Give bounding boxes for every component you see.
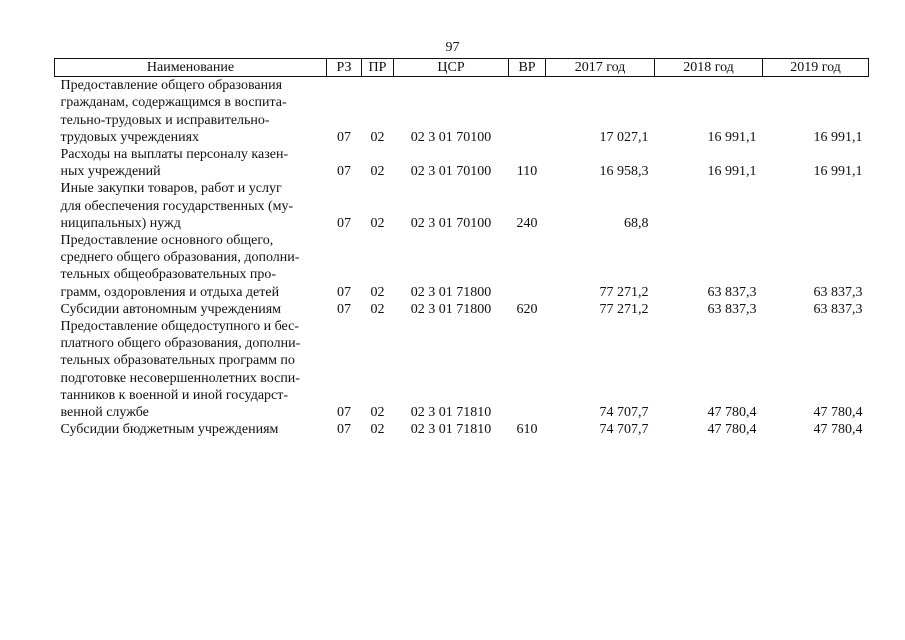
- cell-2019: 63 837,3: [813, 284, 863, 300]
- cell-name: Предоставление основного общего, среднего общего образования, дополни- тельных общеобразовательных про- грамм, оздоровления и отдыха детей: [60, 233, 300, 300]
- header-2019: 2019 год: [763, 59, 869, 77]
- cell-csr: 02 3 01 70100: [410, 215, 492, 231]
- cell-2018: 47 780,4: [707, 422, 757, 438]
- header-vr: ВР: [509, 59, 546, 77]
- cell-2018: [655, 180, 763, 232]
- table-row: [55, 232, 869, 301]
- cell-2018: 16 991,1: [707, 129, 757, 145]
- cell-name: Иные закупки товаров, работ и услуг для обеспечения государственных (му- ниципальных) нужд: [60, 181, 294, 231]
- header-rz: РЗ: [327, 59, 362, 77]
- cell-pr: 02: [370, 215, 385, 231]
- cell-rz: 07: [337, 129, 351, 145]
- cell-name: Предоставление общедоступного и бес- платного общего образования, дополни- тельных образовательных программ по подготовке несовершеннолетних воспи- танников к военной и иной государст- венной службе: [60, 319, 301, 421]
- table-row: [55, 318, 869, 421]
- cell-pr: 02: [370, 301, 385, 317]
- cell-2019: 16 991,1: [813, 164, 863, 180]
- cell-pr: 02: [370, 422, 385, 438]
- cell-name: Предоставление общего образования гражданам, содержащимся в воспита- тельно-трудовых и исправительно- трудовых учреждениях: [60, 78, 287, 145]
- cell-pr: 02: [370, 164, 385, 180]
- cell-csr: 02 3 01 71800: [410, 284, 492, 300]
- cell-rz: 07: [337, 284, 351, 300]
- header-pr: ПР: [362, 59, 394, 77]
- cell-rz: 07: [337, 422, 351, 438]
- budget-table: [54, 58, 869, 438]
- cell-2017: 16 958,3: [599, 164, 649, 180]
- cell-pr: 02: [370, 284, 385, 300]
- cell-vr: 620: [516, 301, 538, 317]
- cell-2017: 77 271,2: [599, 284, 649, 300]
- cell-vr: [509, 318, 546, 421]
- header-2017: 2017 год: [546, 59, 655, 77]
- header-csr: ЦСР: [394, 59, 509, 77]
- cell-rz: 07: [337, 301, 351, 317]
- cell-2018: 16 991,1: [707, 164, 757, 180]
- table-row: [55, 146, 869, 180]
- cell-pr: 02: [370, 129, 385, 145]
- table-row: [55, 77, 869, 146]
- cell-rz: 07: [337, 164, 351, 180]
- cell-name: Расходы на выплаты персоналу казен- ных учреждений: [60, 147, 289, 180]
- page-number: 97: [445, 40, 460, 55]
- cell-2017: 74 707,7: [599, 422, 649, 438]
- cell-2019: 16 991,1: [813, 129, 863, 145]
- header-2018: 2018 год: [655, 59, 763, 77]
- cell-rz: 07: [337, 215, 351, 231]
- header-row: [55, 59, 869, 77]
- cell-2018: 63 837,3: [707, 301, 757, 317]
- cell-csr: 02 3 01 71810: [410, 405, 492, 421]
- cell-2017: 74 707,7: [599, 405, 649, 421]
- cell-vr: 110: [516, 164, 538, 180]
- cell-2019: 63 837,3: [813, 301, 863, 317]
- table-row: [55, 180, 869, 232]
- table-row: [55, 421, 869, 438]
- cell-2019: 47 780,4: [813, 422, 863, 438]
- cell-name: Субсидии автономным учреждениям: [60, 301, 282, 317]
- cell-name: Субсидии бюджетным учреждениям: [60, 422, 279, 438]
- cell-csr: 02 3 01 70100: [410, 129, 492, 145]
- cell-2017: 17 027,1: [599, 129, 649, 145]
- cell-2018: 63 837,3: [707, 284, 757, 300]
- cell-vr: 240: [516, 215, 538, 231]
- table-row: [55, 301, 869, 318]
- cell-2019: 47 780,4: [813, 405, 863, 421]
- cell-2017: 68,8: [624, 215, 649, 231]
- cell-vr: [509, 232, 546, 301]
- table-header: [55, 59, 869, 77]
- cell-2017: 77 271,2: [599, 301, 649, 317]
- cell-pr: 02: [370, 405, 385, 421]
- cell-vr: [509, 77, 546, 146]
- header-name: Наименование: [55, 59, 327, 77]
- cell-csr: 02 3 01 71810: [410, 422, 492, 438]
- cell-csr: 02 3 01 70100: [410, 164, 492, 180]
- cell-csr: 02 3 01 71800: [410, 301, 492, 317]
- table-body: [55, 77, 869, 439]
- cell-2018: 47 780,4: [707, 405, 757, 421]
- cell-rz: 07: [337, 405, 351, 421]
- cell-2019: [763, 180, 869, 232]
- cell-vr: 610: [516, 422, 538, 438]
